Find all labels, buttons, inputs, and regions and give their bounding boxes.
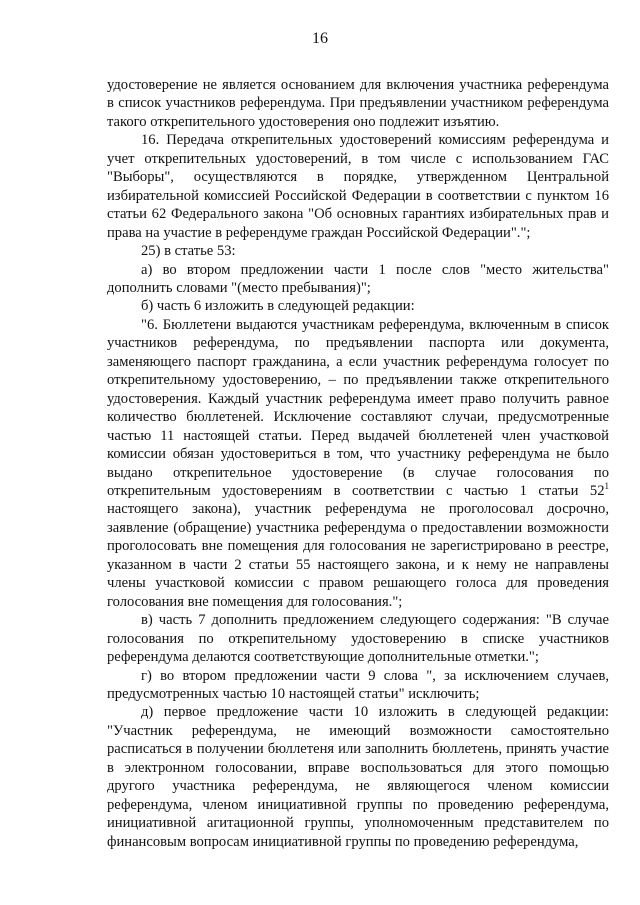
article-superscript: 1 xyxy=(604,481,609,492)
document-body xyxy=(107,76,609,851)
paragraph-9: д) первое предложение части 10 изложить в следующей редакции: "Участник референдума, не имеющий возможности самостоятельно расписаться в получении бюллетеня или заполнить бюллетень, принять участие в электронном голосовании, вправе воспользоваться для этого помощью другого участника референдума, не являющегося членом комиссии референдума, членом инициативной группы по проведению референдума, инициативной агитационной группы, уполномоченным представителем по финансовым вопросам инициативной группы по проведению референдума, xyxy=(107,704,609,850)
paragraph-8: г) во втором предложении части 9 слова ", за исключением случаев, предусмотренных частью 10 настоящей статьи" исключить; xyxy=(107,667,609,702)
paragraph-5: б) часть 6 изложить в следующей редакции: xyxy=(141,298,415,315)
paragraph-7: в) часть 7 дополнить предложением следующего содержания: "В случае голосования по открепительному удостоверению в списке участников референдума делаются соответствующие дополнительные отметки."; xyxy=(107,612,609,666)
paragraph-4: а) во втором предложении части 1 после слов "место жительства" дополнить словами "(место пребывания)"; xyxy=(107,261,609,296)
paragraph-6-text-before: "6. Бюллетени выдаются участникам референдума, включенным в список участников референдума, по предъявлении паспорта или документа, заменяющего паспорт гражданина, а если участник референдума голосует по открепительному удостоверению, – по предъявлении также открепительного удостоверения. Каждый участник референдума имеет право получить равное количество бюллетеней. Исключение составляют случаи, предусмотренные частью 11 настоящей статьи. Перед выдачей бюллетеней член участковой комиссии обязан удостовериться в том, что участнику референдума не было выдано открепительное удостоверение (в случае голосования по открепительным удостоверениям в соответствии с частью 1 статьи 52 xyxy=(107,316,609,499)
paragraph-6-text-after: настоящего закона), участник референдума не проголосовал досрочно, заявление (обращение) участника референдума о предоставлении возможности проголосовать вне помещения для голосования не зарегистрировано в реестре, указанном в части 2 статьи 55 настоящего закона, и к нему не направлены члены участковой комиссии с правом решающего голоса для проведения голосования вне помещения для голосования."; xyxy=(107,501,609,610)
paragraph-3: 25) в статье 53: xyxy=(141,243,236,260)
paragraph-6 xyxy=(107,316,609,611)
paragraph-2: 16. Передача открепительных удостоверений комиссиям референдума и учет открепительных удостоверений, в том числе с использованием ГАС "Выборы", осуществляются в порядке, утвержденном Центральной избирательной комиссией Российской Федерации в соответствии с пунктом 16 статьи 62 Федерального закона "Об основных гарантиях избирательных прав и права на участие в референдуме граждан Российской Федерации"."; xyxy=(107,132,609,241)
page-number: 16 xyxy=(312,30,328,47)
paragraph-1: удостоверение не является основанием для включения участника референдума в список участников референдума. При предъявлении участником референдума такого открепительного удостоверения оно подлежит изъятию. xyxy=(107,77,609,130)
